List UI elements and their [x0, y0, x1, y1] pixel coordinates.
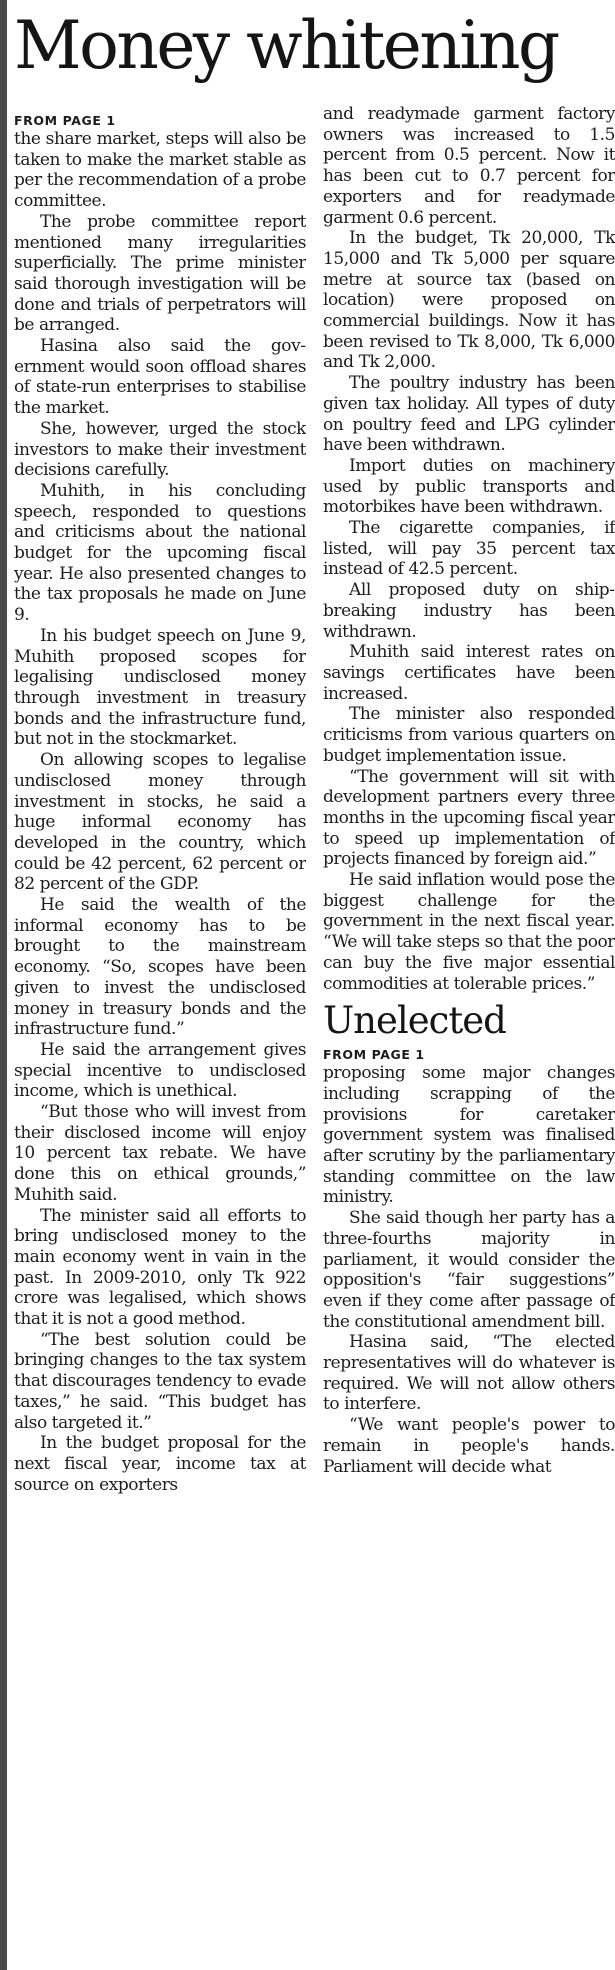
article-body-3	[323, 1063, 615, 1477]
article-paragraph: All proposed duty on shipbreaking industry has been withdrawn.	[323, 580, 615, 642]
article-paragraph: The probe committee report mentioned many irregularities superficially. The prime minister said thorough investigation will be done and trials of perpetrators will be arranged.	[14, 211, 306, 336]
article-paragraph: Hasina also said the government would soon offload shares of state-run enterprises to stabilise the market.	[14, 336, 306, 419]
article-paragraph: She said though her party has a three-fourths majority in parliament, it would consider the opposition's “fair suggestions” even if they come after passage of the constitutional amendment bill.	[323, 1208, 615, 1332]
article-paragraph: Import duties on machinery used by public transports and motorbikes have been withdrawn.	[323, 455, 615, 518]
article-paragraph: “We want people's power to remain in people's hands. Parliament will decide what	[323, 1415, 615, 1477]
article-body-1	[14, 129, 306, 1495]
article-paragraph: proposing some major changes including scrapping of the provisions for caretaker government system was finalised after scrutiny by the parliamentary standing committee on the law ministry.	[323, 1063, 615, 1208]
article-paragraph: The poultry industry has been given tax holiday. All types of duty on poultry feed and LPG cylinder have been withdrawn.	[323, 373, 615, 456]
article-column-2	[323, 104, 615, 1970]
article-paragraph: Muhith, in his concluding speech, responded to questions and criticisms about the national budget for the upcoming fiscal year. He also presented changes to the tax proposals he made on June 9.	[14, 480, 306, 626]
article-paragraph: “The best solution could be bringing changes to the tax system that discourages tendency to evade taxes,” he said. “This budget has also targeted it.”	[14, 1329, 306, 1433]
jump-kicker: FROM PAGE 1	[14, 113, 116, 128]
article-paragraph: He said the wealth of the informal economy has to be brought to the mainstream economy. “So, scopes have been given to invest the undisclosed money in treasury bonds and the infrastructure fund.”	[14, 895, 306, 1040]
second-headline: Unelected	[323, 999, 506, 1043]
article-paragraph: The minister said all efforts to bring undisclosed money to the main economy went in vain in the past. In 2009-2010, only Tk 922 crore was legalised, which shows that it is not a good method.	[14, 1205, 306, 1330]
article-paragraph: Hasina said, “The elected representatives will do whatever is required. We will not allow others to interfere.	[323, 1332, 615, 1415]
article-column-1	[14, 104, 306, 1970]
article-paragraph: In his budget speech on June 9, Muhith proposed scopes for legalising undisclosed money through investment in treasury bonds and the infrastructure fund, but not in the stockmarket.	[14, 625, 306, 750]
main-headline: Money whitening	[14, 7, 558, 84]
article-paragraph: The minister also responded criticisms from various quarters on budget implementation issue.	[323, 704, 615, 766]
article-paragraph: The cigarette companies, if listed, will pay 35 percent tax instead of 42.5 percent.	[323, 518, 615, 580]
article-paragraph: the share market, steps will also be taken to make the market stable as per the recommendation of a probe committee.	[14, 129, 306, 212]
article-paragraph: He said the arrangement gives special incentive to undisclosed income, which is unethical.	[14, 1039, 306, 1102]
article-paragraph: He said inflation would pose the biggest challenge for the government in the next fiscal year. “We will take steps so that the poor can buy the five major essential commodities at tolerable prices.”	[323, 870, 615, 994]
article-paragraph: Muhith said interest rates on savings certificates have been increased.	[323, 642, 615, 704]
article-paragraph: She, however, urged the stock investors to make their investment decisions carefully.	[14, 418, 306, 481]
article-paragraph: “But those who will invest from their disclosed income will enjoy 10 percent tax rebate. We have done this on ethical grounds,” Muhith said.	[14, 1102, 306, 1205]
article-paragraph: and readymade garment factory owners was increased to 1.5 percent from 0.5 percent. Now it has been cut to 0.7 percent for exporters and for readymade garment 0.6 percent.	[323, 104, 615, 228]
article-paragraph: In the budget proposal for the next fiscal year, income tax at source on exporters	[14, 1433, 306, 1495]
article-body-2	[323, 104, 615, 994]
article-paragraph: On allowing scopes to legalise undisclosed money through investment in stocks, he said a huge informal economy has developed in the country, which could be 42 percent, 62 percent or 82 percent of the GDP.	[14, 750, 306, 895]
article-paragraph: “The government will sit with development partners every three months in the upcoming fiscal year to speed up implementation of projects financed by foreign aid.”	[323, 766, 615, 870]
column-rule	[0, 0, 7, 1970]
article-paragraph: In the budget, Tk 20,000, Tk 15,000 and Tk 5,000 per square metre at source tax (based on location) were proposed on commercial buildings. Now it has been revised to Tk 8,000, Tk 6,000 and Tk 2,000.	[323, 228, 615, 373]
jump-kicker-2: FROM PAGE 1	[323, 1047, 425, 1063]
